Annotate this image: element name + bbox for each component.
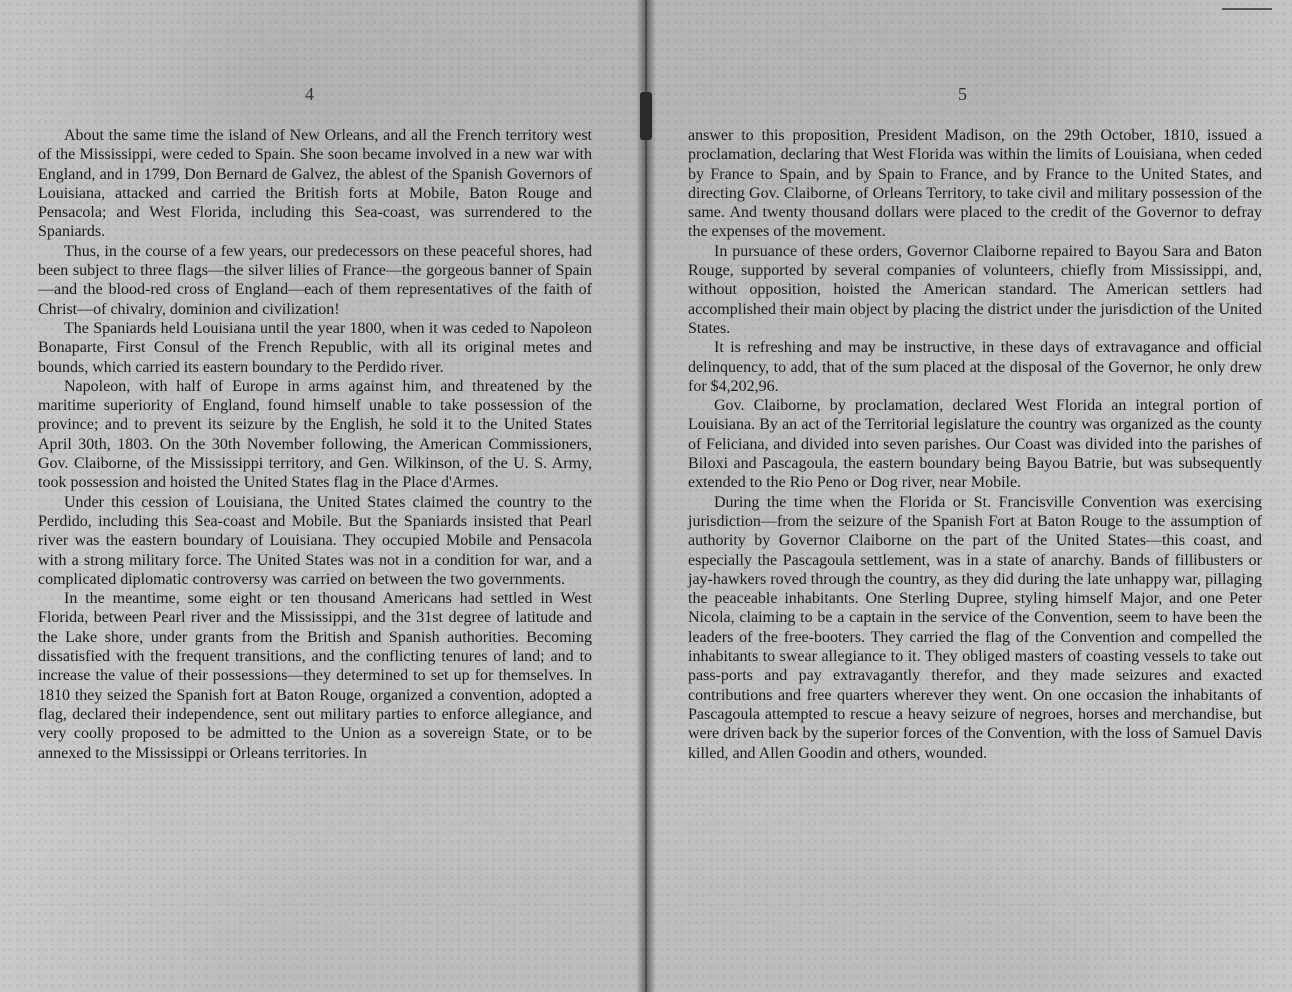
paragraph: Napoleon, with half of Europe in arms against him, and threatened by the maritime superiority of England, found himself unable to take possession of the province; and to prevent its seizure by the English, he sold it to the United States April 30th, 1803. On the 30th November following, the American Commissioners, Gov. Claiborne, of the Mississippi territory, and Gen. Wilkinson, of the U. S. Army, took possession and hoisted the United States flag in the Place d'Armes. (38, 377, 592, 492)
paragraph: Gov. Claiborne, by proclamation, declared West Florida an integral portion of Louisiana. By an act of the Territorial legislature the country was organized as the county of Feliciana, and divided into seven parishes. Our Coast was divided into the parishes of Biloxi and Pascagoula, the eastern boundary being Bayou Batrie, but was subsequently extended to the Rio Peno or Dog river, near Mobile. (688, 397, 1262, 492)
right-page-text (688, 126, 1262, 763)
paragraph: Thus, in the course of a few years, our predecessors on these peaceful shores, had been subject to three flags—the silver lilies of France—the gorgeous banner of Spain—and the blood-red cross of England—each of them representatives of the faith of Christ—of chivalry, dominion and civilization! (38, 242, 592, 318)
binding-mark (640, 92, 652, 140)
paragraph: The Spaniards held Louisiana until the year 1800, when it was ceded to Napoleon Bonaparte, First Consul of the French Republic, with all its original metes and bounds, which carried its eastern boundary to the Perdido river. (38, 319, 592, 376)
paragraph: About the same time the island of New Orleans, and all the French territory west of the Mississippi, were ceded to Spain. She soon became involved in a new war with England, and in 1799, Don Bernard de Galvez, the ablest of the Spanish Governors of Louisiana, attacked and carried the British forts at Mobile, Baton Rouge and Pensacola; and West Florida, including this Sea-coast, was surrendered to the Spaniards. (38, 127, 592, 241)
paragraph: It is refreshing and may be instructive, in these days of extravagance and official delinquency, to add, that of the sum placed at the disposal of the Governor, he only drew for $4,202,96. (688, 339, 1262, 395)
paragraph: answer to this proposition, President Madison, on the 29th October, 1810, issued a proclamation, declaring that West Florida was within the limits of Louisiana, when ceded by France to Spain, and by Spain to France, and by France to the United States, and directing Gov. Claiborne, of Orleans Territory, to take civil and military possession of the same. And twenty thousand dollars were placed to the credit of the Governor to defray the expenses of the movement. (688, 127, 1262, 241)
left-page-text (38, 126, 592, 763)
page-number-left: 4 (305, 84, 314, 104)
paragraph: Under this cession of Louisiana, the United States claimed the country to the Perdido, including this Sea-coast and Mobile. But the Spaniards insisted that Pearl river was the eastern boundary of Louisiana. They occupied Mobile and Pensacola with a strong military force. The United States was not in a condition for war, and a complicated diplomatic controversy was carried on between the two governments. (38, 493, 592, 588)
paragraph: In pursuance of these orders, Governor Claiborne repaired to Bayou Sara and Baton Rouge, supported by several companies of volunteers, chiefly from Mississippi, and, without opposition, hoisted the American standard. The American settlers had accomplished their main object by placing the district under the jurisdiction of the United States. (688, 242, 1262, 337)
left-page (0, 0, 640, 992)
paragraph: In the meantime, some eight or ten thousand Americans had settled in West Florida, between Pearl river and the Mississippi, and the 31st degree of latitude and the Lake shore, under grants from the British and Spanish authorities. Becoming dissatisfied with the frequent transitions, and the conflicting tenures of land; and to increase the value of their possessions—they determined to set up for themselves. In 1810 they seized the Spanish fort at Baton Rouge, organized a convention, adopted a flag, declared their independence, sent out military parties to enforce allegiance, and very coolly proposed to be admitted to the Union as a sovereign State, or to be annexed to the Mississippi or Orleans territories. In (38, 590, 592, 762)
right-page (652, 0, 1292, 992)
paragraph: During the time when the Florida or St. Francisville Convention was exercising jurisdiction—from the seizure of the Spanish Fort at Baton Rouge to the assumption of authority by Governor Claiborne on the part of the United States—this coast, and especially the Pascagoula settlement, was in a state of anarchy. Bands of fillibusters or jay-hawkers roved through the country, as they did during the late unhappy war, pillaging the peaceable inhabitants. One Sterling Dupree, styling himself Major, and one Peter Nicola, claiming to be a captain in the service of the Convention, seem to have been the leaders of the free-booters. They carried the flag of the Convention and compelled the inhabitants to swear allegiance to it. They obliged masters of coasting vessels to take out pass-ports and pay extravagantly therefor, and they made seizures and exacted contributions and free quarters wherever they went. On one occasion the inhabitants of Pascagoula attempted to rescue a heavy seizure of negroes, horses and merchandise, but were driven back by the superior forces of the Convention, with the loss of Samuel Davis killed, and Allen Goodin and others, wounded. (688, 493, 1262, 762)
page-number-right: 5 (958, 84, 967, 104)
